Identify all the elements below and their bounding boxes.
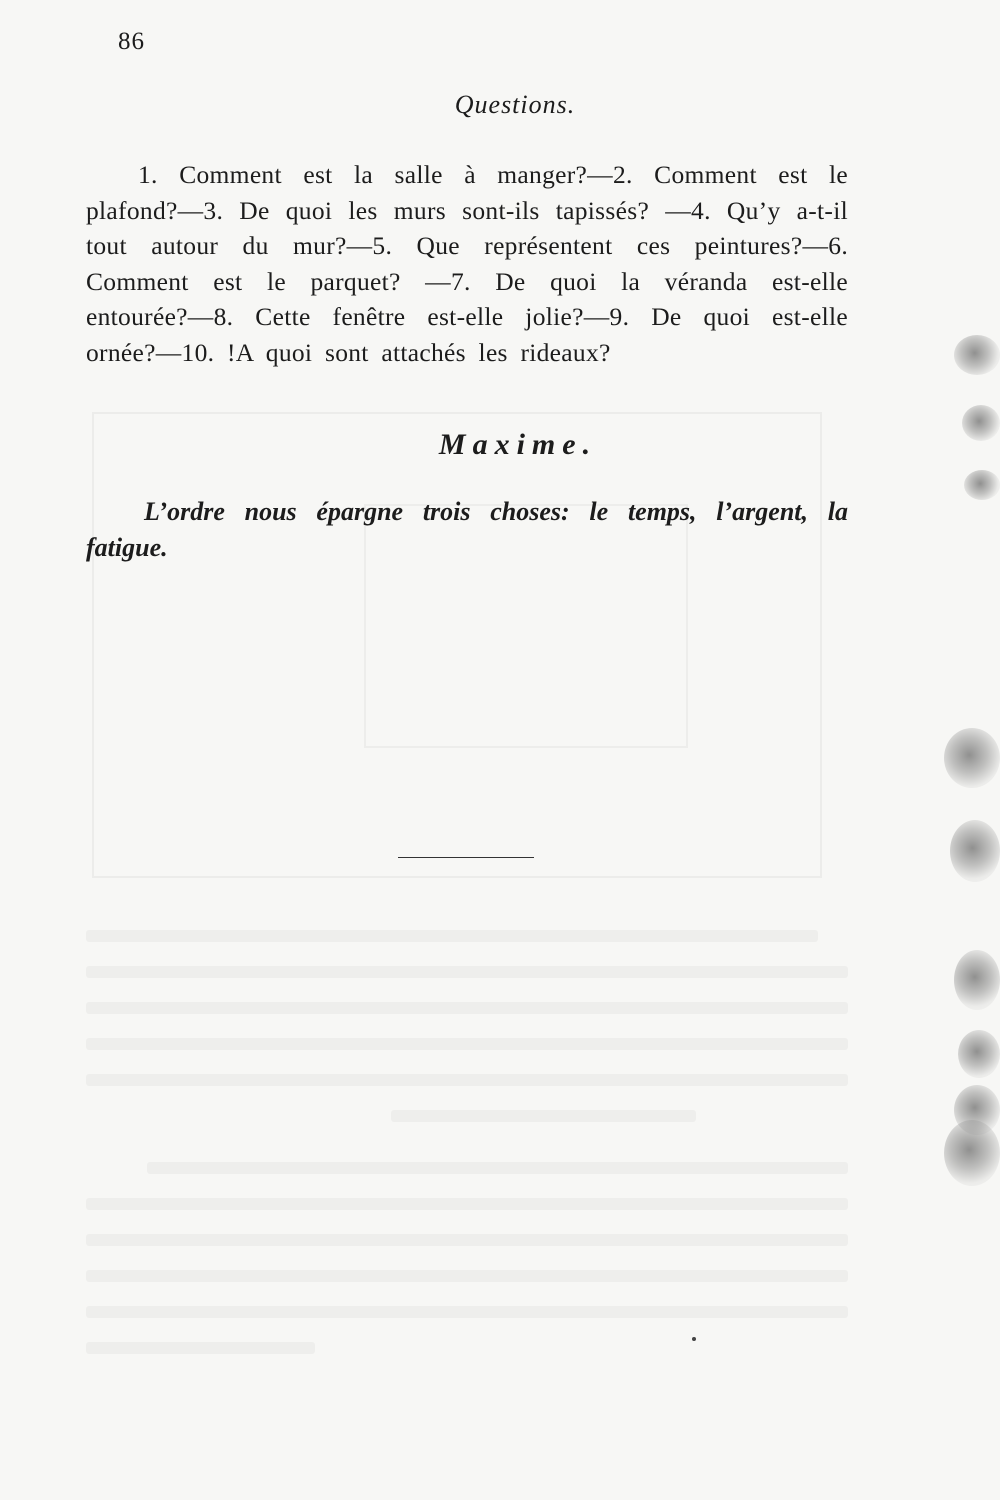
binding-stain: [962, 405, 1000, 441]
maxime-paragraph: L’ordre nous épargne trois choses: le temps, l’argent, la fatigue.: [86, 497, 848, 562]
section-divider: [398, 857, 534, 858]
page-number: 86: [118, 28, 145, 55]
binding-stain: [954, 335, 1000, 375]
questions-paragraph: 1. Comment est la salle à manger?—2. Comment est le plafond?—3. De quoi les murs sont-ils tapissés? —4. Qu’y a-t-il tout autour du mur?—5. Que représentent ces peintures?—6. Comment est le parquet? —7. De quoi la véranda est-elle entourée?—8. Cette fenêtre est-elle jolie?—9. De quoi est-elle ornée?—10. !A quoi sont attachés les rideaux?: [86, 160, 848, 367]
show-through-illustration: [92, 412, 822, 878]
questions-heading: Questions.: [454, 90, 576, 119]
binding-stain: [944, 728, 1000, 788]
ink-speck: [692, 1337, 696, 1341]
binding-stain: [964, 470, 1000, 500]
binding-stain: [950, 820, 1000, 882]
binding-stain: [944, 1120, 1000, 1186]
show-through-text: [86, 930, 848, 1378]
binding-stain: [958, 1030, 1000, 1078]
binding-stain: [954, 950, 1000, 1010]
maxime-heading: Maxime.: [438, 428, 598, 461]
